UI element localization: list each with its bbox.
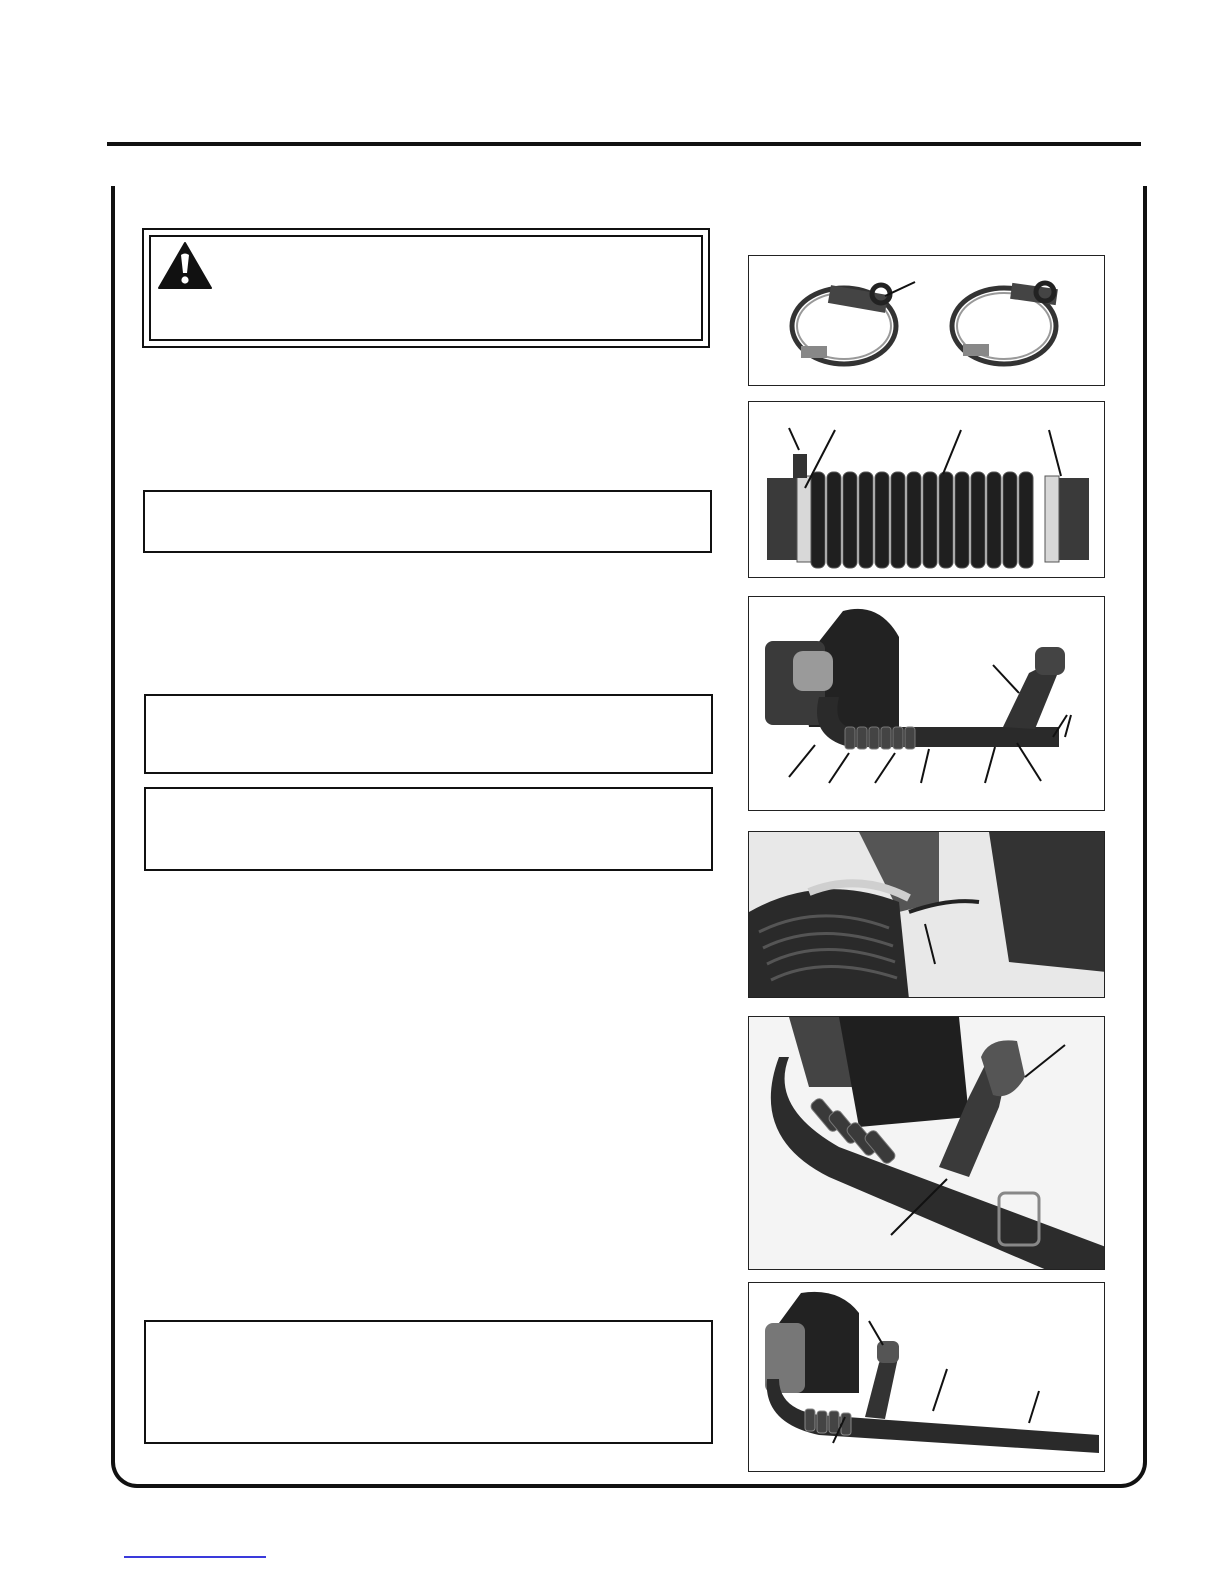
flex-hose-illustration (749, 402, 1105, 578)
figure-throttle-closeup (748, 1016, 1105, 1270)
figure-blower-pipes (748, 596, 1105, 811)
clamp-closeup-illustration (749, 832, 1105, 998)
blower-pipes-illustration (749, 597, 1105, 811)
figure-hose-clamps (748, 255, 1105, 386)
assembled-blower-illustration (749, 1283, 1105, 1472)
note-box-3 (144, 787, 713, 871)
figure-flex-hose (748, 401, 1105, 578)
warning-box (142, 228, 710, 348)
throttle-closeup-illustration (749, 1017, 1105, 1270)
figure-assembled-blower (748, 1282, 1105, 1472)
note-box-4 (144, 1320, 713, 1444)
footer-link-underline[interactable] (124, 1556, 266, 1558)
hose-clamps-illustration (749, 256, 1105, 386)
header-rule (107, 142, 1141, 146)
figure-clamp-closeup (748, 831, 1105, 998)
note-box-2 (144, 694, 713, 774)
warning-box-inner (149, 235, 703, 341)
note-box-1 (143, 490, 712, 553)
warning-triangle-icon (157, 241, 213, 291)
